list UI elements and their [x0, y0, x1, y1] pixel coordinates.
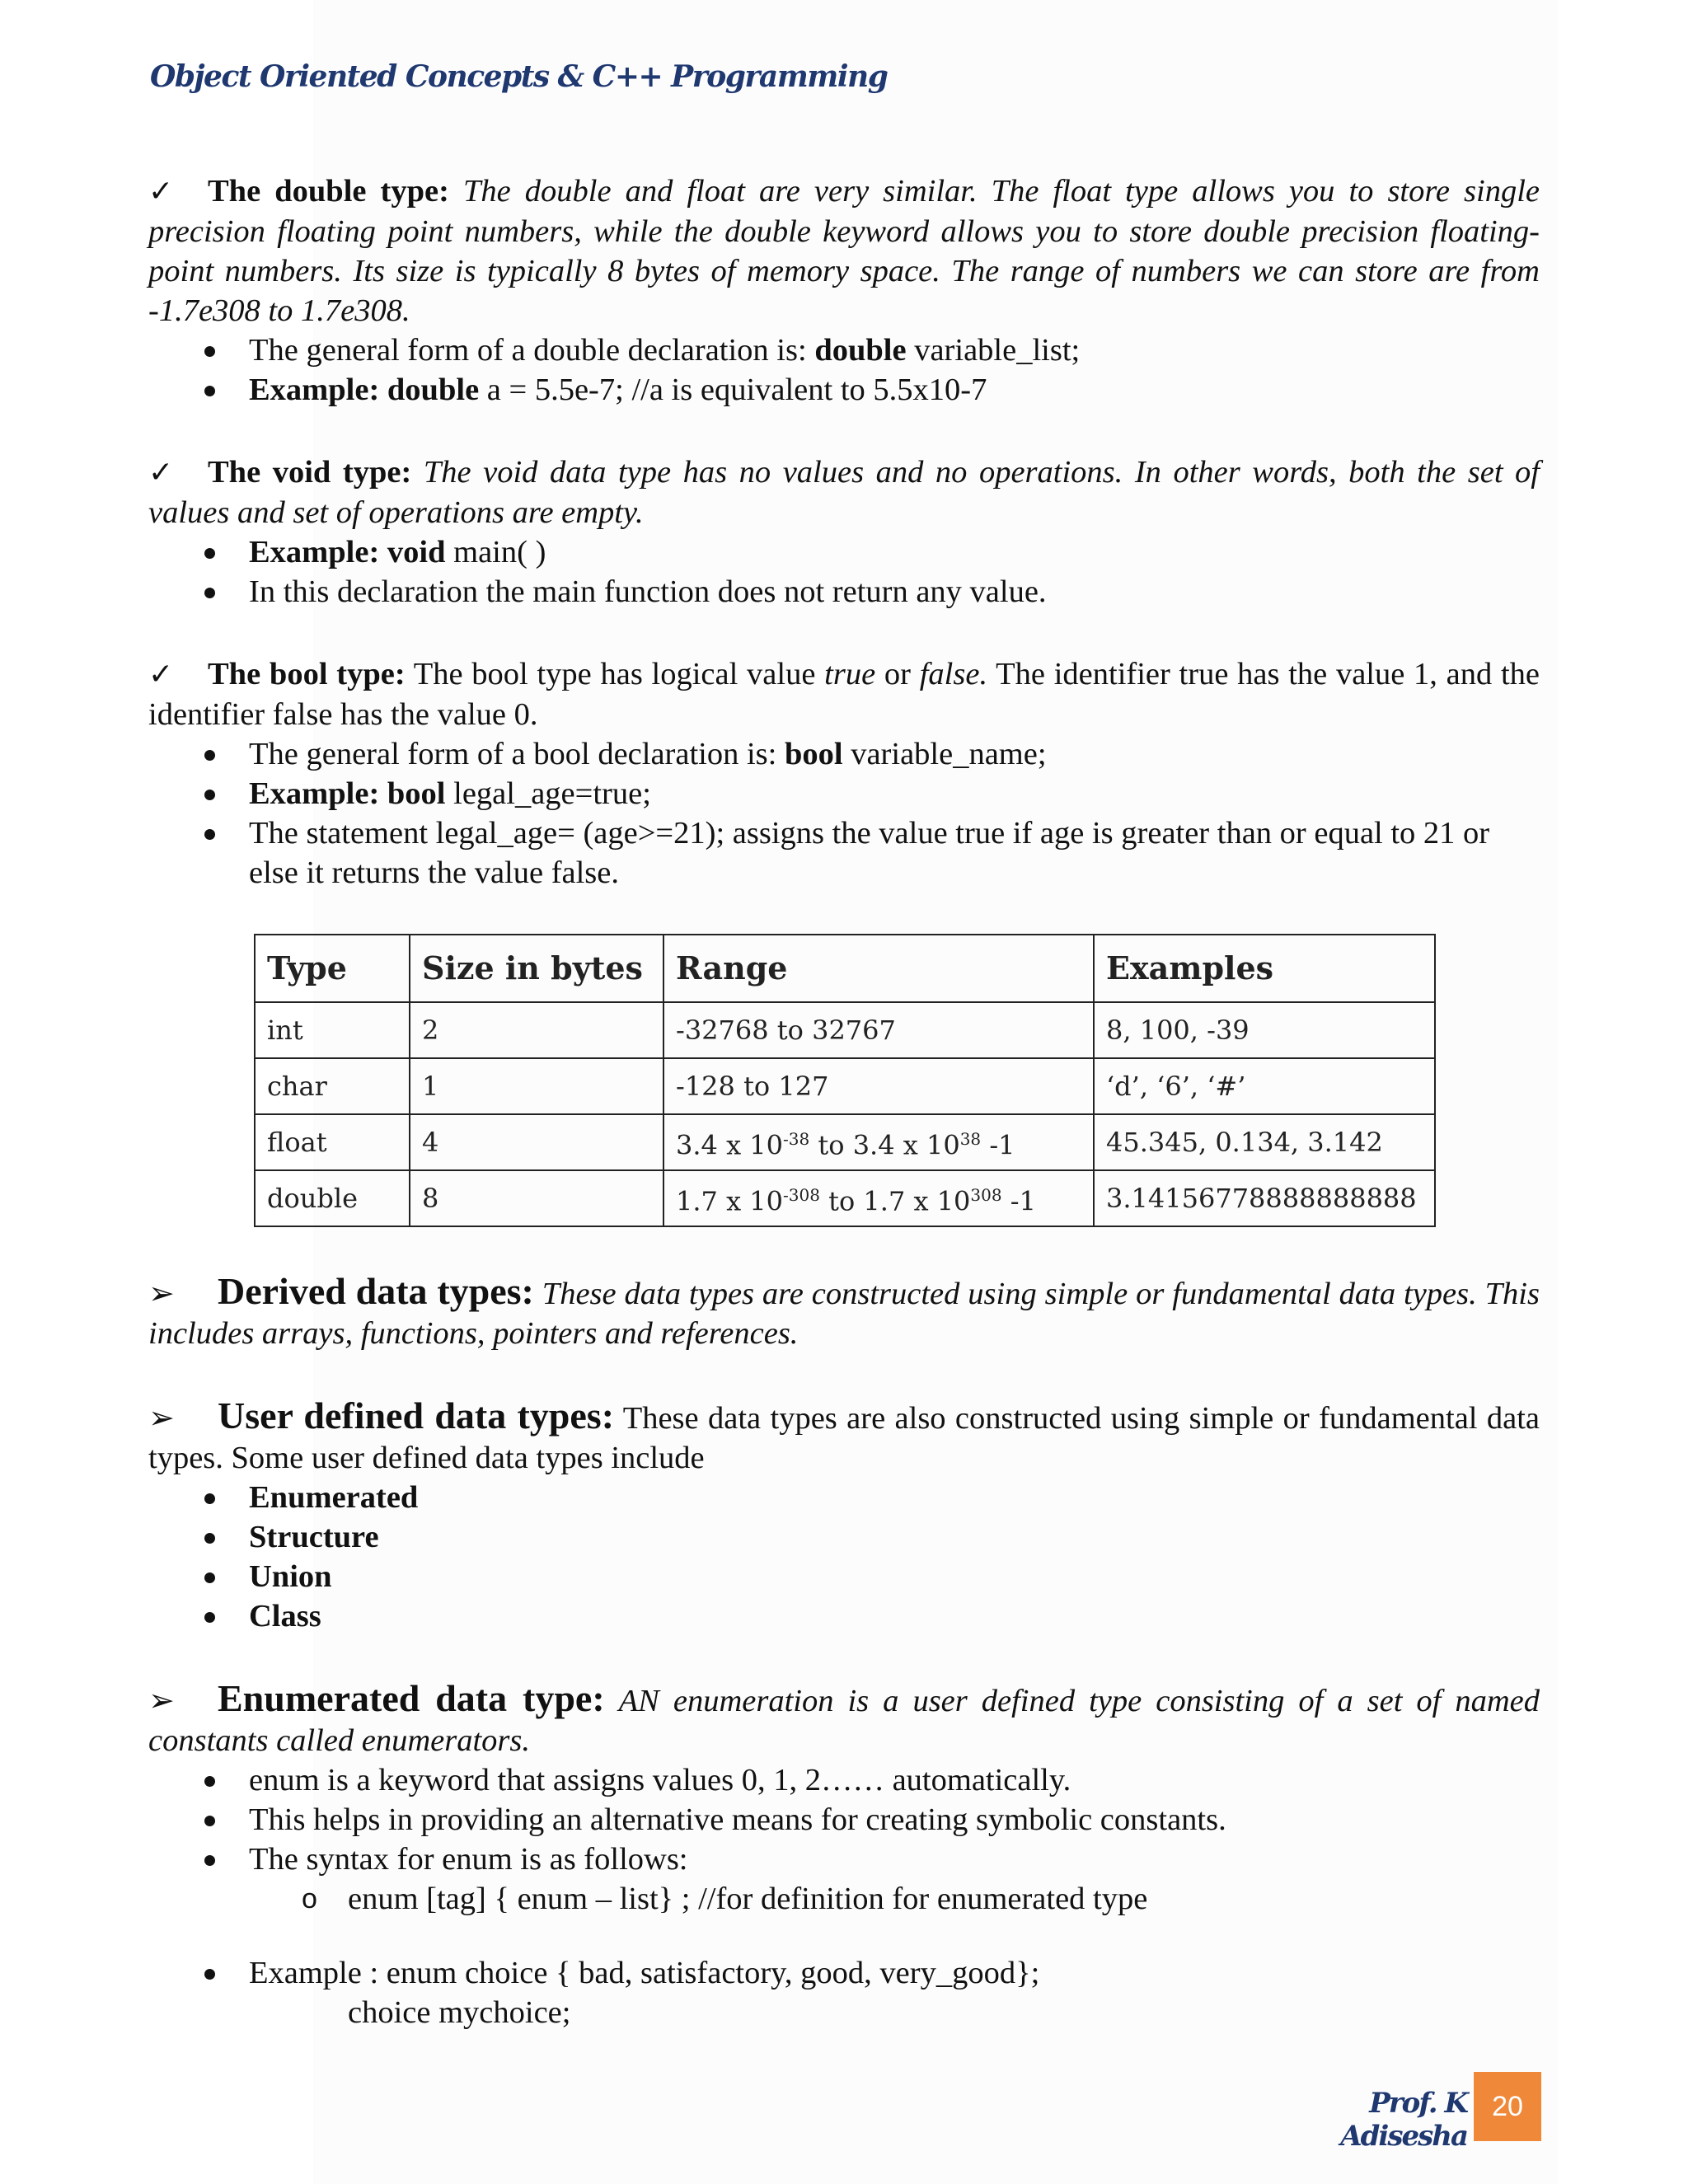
double-type-heading: The double type:: [208, 174, 449, 209]
list-item: Example : enum choice { bad, satisfactory, good, very_good};: [249, 1953, 1540, 1993]
table-cell: int: [255, 1002, 410, 1058]
void-type-bullets: [148, 532, 1540, 612]
table-header-cell: Size in bytes: [410, 935, 663, 1002]
page-header-title: Object Oriented Concepts & C++ Programming: [150, 59, 888, 94]
list-item: The general form of a double declaration is: double variable_list;: [249, 330, 1540, 370]
table-cell: 3.4 x $10^{-38}$ to 3.4 x $10^{38}$ -1: [663, 1114, 1094, 1170]
list-item: This helps in providing an alternative means for creating symbolic constants.: [249, 1800, 1540, 1840]
table-cell: float: [255, 1114, 410, 1170]
double-type-paragraph: [148, 171, 1540, 330]
table-cell: -128 to 127: [663, 1058, 1094, 1114]
table-cell: double: [255, 1170, 410, 1226]
table-cell: 3.14156778888888888: [1094, 1170, 1435, 1226]
list-item: Class: [249, 1596, 1540, 1636]
table-cell: -32768 to 32767: [663, 1002, 1094, 1058]
user-defined-types-paragraph: [148, 1396, 1540, 1478]
checkmark-icon: ✓: [148, 175, 174, 209]
list-item: Union: [249, 1557, 1540, 1596]
list-item: enum is a keyword that assigns values 0, 1, 2…… automatically.: [249, 1760, 1540, 1800]
user-defined-types-description: These data types are also constructed using simple or fundamental data types. Some user defined data types include: [148, 1401, 1540, 1475]
list-item: Example: double a = 5.5e-7; //a is equivalent to 5.5x10-7: [249, 370, 1540, 410]
enumerated-example-bullets: [148, 1953, 1540, 1993]
list-item: The syntax for enum is as follows:: [249, 1840, 1540, 1879]
table-cell: 8: [410, 1170, 663, 1226]
list-item: Structure: [249, 1517, 1540, 1557]
enumerated-type-paragraph: [148, 1679, 1540, 1760]
void-type-heading: The void type:: [208, 455, 412, 490]
table-cell: 45.345, 0.134, 3.142: [1094, 1114, 1435, 1170]
table-header-row: [255, 935, 1435, 1002]
list-item: The statement legal_age= (age>=21); assigns the value true if age is greater than or equal to 21 or else it returns the value false.: [249, 813, 1540, 893]
arrow-bullet-icon: ➢: [148, 1682, 175, 1718]
bool-type-paragraph: ✓ The bool type: The bool type has logical value true or false. The identifier true has the value 1, and the identifier false has the value 0.: [148, 657, 1540, 732]
arrow-bullet-icon: ➢: [148, 1399, 175, 1436]
table-cell: 1: [410, 1058, 663, 1114]
enumerated-type-heading: Enumerated data type:: [218, 1677, 605, 1719]
derived-types-description: These data types are constructed using simple or fundamental data types. This includes arrays, functions, pointers and references.: [148, 1277, 1540, 1351]
table-cell: 8, 100, -39: [1094, 1002, 1435, 1058]
user-defined-types-heading: User defined data types:: [218, 1394, 615, 1436]
table-header-cell: Examples: [1094, 935, 1435, 1002]
table-cell: 2: [410, 1002, 663, 1058]
derived-types-heading: Derived data types:: [218, 1270, 534, 1312]
user-defined-types-list: [148, 1478, 1540, 1636]
table-header-cell: Range: [663, 935, 1094, 1002]
page-number-badge: 20: [1474, 2072, 1541, 2141]
table-cell: 4: [410, 1114, 663, 1170]
data-types-table: [254, 934, 1436, 1227]
table-row: [255, 1170, 1435, 1226]
page-content: [148, 171, 1540, 2032]
double-type-description: The double and float are very similar. The float type allows you to store single precision floating point numbers, while the double keyword allows you to store double precision floating-point numbers. Its size is typically 8 bytes of memory space. The range of numbers we can store are from -1.7e308 to 1.7e308.: [148, 174, 1540, 328]
list-item: Example: bool legal_age=true;: [249, 774, 1540, 813]
list-item: The general form of a bool declaration is: bool variable_name;: [249, 734, 1540, 774]
list-item: Example: void main( ): [249, 532, 1540, 572]
checkmark-icon: ✓: [148, 456, 174, 490]
bool-type-bullets: [148, 734, 1540, 893]
footer-author: Prof. K Adisesha: [1340, 2087, 1467, 2153]
table-row: [255, 1114, 1435, 1170]
enumerated-type-description: AN enumeration is a user defined type consisting of a set of named constants called enumerators.: [148, 1684, 1540, 1758]
enum-example-continuation: choice mychoice;: [348, 1995, 571, 2030]
table-row: [255, 1058, 1435, 1114]
bool-type-heading: The bool type:: [208, 657, 406, 691]
table-header-cell: Type: [255, 935, 410, 1002]
list-item: In this declaration the main function does not return any value.: [249, 572, 1540, 612]
table-cell: ‘d’, ‘6’, ‘#’: [1094, 1058, 1435, 1114]
enum-syntax-subitem: o enum [tag] { enum – list} ; //for definition for enumerated type: [148, 1879, 1540, 1919]
table-cell: char: [255, 1058, 410, 1114]
arrow-bullet-icon: ➢: [148, 1275, 175, 1311]
double-type-bullets: [148, 330, 1540, 410]
list-item: Enumerated: [249, 1478, 1540, 1517]
table-row: [255, 1002, 1435, 1058]
table-cell: 1.7 x $10^{-308}$ to 1.7 x $10^{308}$ -1: [663, 1170, 1094, 1226]
void-type-description: The void data type has no values and no operations. In other words, both the set of values and set of operations are empty.: [148, 455, 1540, 530]
enumerated-type-bullets: [148, 1760, 1540, 1879]
void-type-paragraph: [148, 452, 1540, 532]
checkmark-icon: ✓: [148, 658, 174, 691]
derived-types-paragraph: [148, 1272, 1540, 1353]
